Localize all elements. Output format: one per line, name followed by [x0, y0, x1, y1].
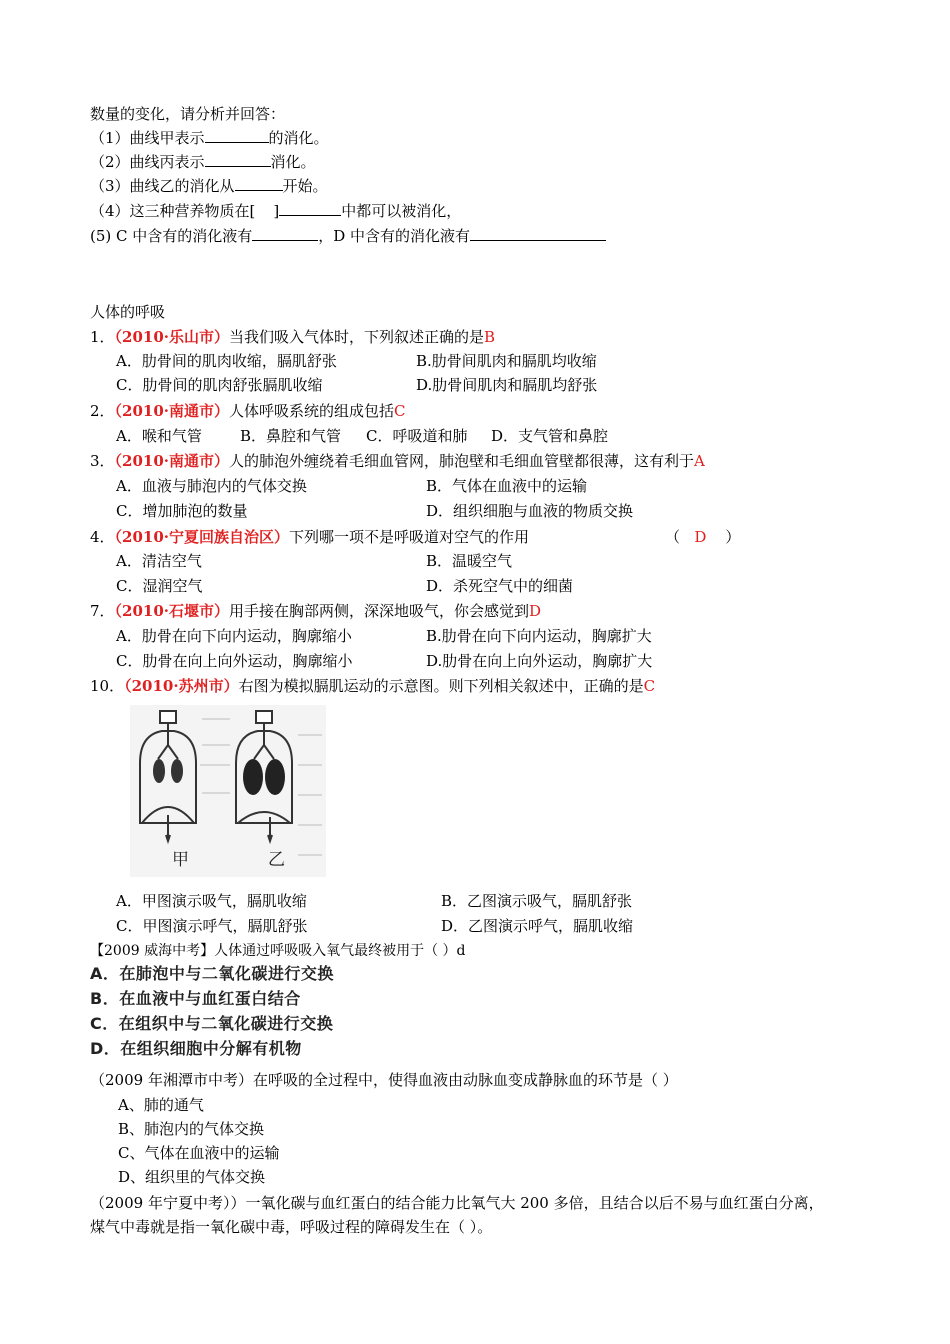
q-answer: D — [694, 528, 707, 546]
blank-6[interactable] — [470, 226, 606, 241]
q-answer: C — [643, 677, 656, 695]
option-b: B．气体在血液中的运输 — [426, 477, 588, 495]
question-3 — [90, 451, 705, 471]
q4-answer-paren: （ D ） — [665, 528, 741, 546]
diaphragm-model-figure — [130, 705, 326, 877]
xiangtan-question: （2009 年湘潭市中考）在呼吸的全过程中，使得血液由动脉血变成静脉血的环节是（ ） — [90, 1071, 678, 1089]
option-c: C．湿润空气 — [116, 577, 203, 595]
weihai-option-c: C．在组织中与二氧化碳进行交换 — [90, 1014, 334, 1033]
q-answer: B — [484, 328, 496, 346]
q3-post: 开始。 — [282, 177, 328, 195]
q-source: （2010·石堰市） — [114, 602, 230, 620]
question-2-fill — [90, 152, 316, 172]
ningxia-line-1: （2009 年宁夏中考））一氧化碳与血红蛋白的结合能力比氧气大 200 多倍，且结合以后不易与血红蛋白分离， — [90, 1194, 824, 1212]
option-c: C．肋骨在向上向外运动，胸廓缩小 — [116, 652, 353, 670]
q-source: （2010·宁夏回族自治区） — [114, 528, 290, 546]
q-stem: 当我们吸入气体时，下列叙述正确的是 — [229, 328, 485, 346]
xiangtan-option-b: B、肺泡内的气体交换 — [118, 1120, 265, 1138]
weihai-option-d: D．在组织细胞中分解有机物 — [90, 1039, 302, 1058]
weihai-question: 【2009 威海中考】人体通过呼吸吸入氧气最终被用于（ ）d — [90, 943, 466, 959]
q-source: （2010·南通市） — [114, 452, 230, 470]
weihai-option-a: A．在肺泡中与二氧化碳进行交换 — [90, 964, 334, 983]
option-b: B．乙图演示吸气，膈肌舒张 — [441, 892, 633, 910]
q-stem: 下列哪一项不是呼吸道对空气的作用 — [289, 528, 530, 546]
question-1-fill — [90, 128, 329, 148]
blank-4[interactable] — [279, 201, 341, 216]
option-a: A．肋骨在向下向内运动，胸廓缩小 — [116, 627, 352, 645]
option-c: C．甲图演示呼气，膈肌舒张 — [116, 917, 308, 935]
weihai-option-b: B．在血液中与血红蛋白结合 — [90, 989, 301, 1008]
intro-text: 数量的变化，请分析并回答： — [90, 105, 286, 123]
option-c: C．增加肺泡的数量 — [116, 502, 248, 520]
section-title: 人体的呼吸 — [90, 303, 166, 321]
option-b: B．温暖空气 — [426, 552, 513, 570]
option-b: B.肋骨间肌肉和膈肌均收缩 — [416, 352, 597, 370]
q-stem: 人的肺泡外缠绕着毛细血管网，肺泡壁和毛细血管壁都很薄，这有利于 — [229, 452, 695, 470]
option-d: D．支气管和鼻腔 — [491, 427, 609, 445]
q-source: （2010·乐山市） — [114, 328, 230, 346]
q5-pre: (5) C 中含有的消化液有 — [90, 227, 253, 245]
figure-label-right: 乙 — [268, 850, 285, 870]
blank-2[interactable] — [205, 152, 271, 167]
q4-pre: （4）这三种营养物质在[ — [90, 202, 256, 220]
blank-5[interactable] — [252, 226, 318, 241]
q2-post: 消化。 — [270, 153, 316, 171]
q-stem: 右图为模拟膈肌运动的示意图。则下列相关叙述中，正确的是 — [238, 677, 644, 695]
option-b: B.肋骨在向下向内运动，胸廓扩大 — [426, 627, 652, 645]
q-answer: D — [529, 602, 542, 620]
option-c: C．呼吸道和肺 — [366, 427, 468, 445]
ningxia-line-2: 煤气中毒就是指一氧化碳中毒，呼吸过程的障碍发生在（ ）。 — [90, 1218, 493, 1236]
q2-pre: （2）曲线丙表示 — [90, 153, 205, 171]
q-number: 7． — [90, 602, 115, 620]
q4-post: 中都可以被消化， — [341, 202, 462, 220]
option-c: C．肋骨间的肌肉舒张膈肌收缩 — [116, 376, 323, 394]
option-d: D.肋骨间肌肉和膈肌均舒张 — [416, 376, 598, 394]
q1-post: 的消化。 — [268, 129, 329, 147]
q-number: 3． — [90, 452, 115, 470]
question-4 — [90, 527, 529, 547]
q1-pre: （1）曲线甲表示 — [90, 129, 205, 147]
q5-mid: ，D 中含有的消化液有 — [318, 227, 471, 245]
xiangtan-option-d: D、组织里的气体交换 — [118, 1168, 266, 1186]
option-b: B．鼻腔和气管 — [240, 427, 342, 445]
q-answer: C — [394, 402, 406, 420]
question-7 — [90, 601, 541, 621]
option-a: A．喉和气管 — [116, 427, 202, 445]
q3-pre: （3）曲线乙的消化从 — [90, 177, 235, 195]
q-number: 1． — [90, 328, 115, 346]
question-3-fill — [90, 176, 328, 196]
q-number: 4． — [90, 528, 115, 546]
question-5-fill — [90, 226, 606, 246]
xiangtan-option-c: C、气体在血液中的运输 — [118, 1144, 280, 1162]
q-number: 10． — [90, 677, 125, 695]
bell-jar-diagram — [130, 705, 326, 877]
q-stem: 人体呼吸系统的组成包括 — [229, 402, 395, 420]
q-answer: A — [694, 452, 705, 470]
q-source: （2010·苏州市） — [124, 677, 239, 695]
q-stem: 用手接在胸部两侧，深深地吸气，你会感觉到 — [229, 602, 530, 620]
question-4-fill — [90, 201, 461, 221]
option-a: A．甲图演示吸气，膈肌收缩 — [116, 892, 307, 910]
blank-3[interactable] — [235, 176, 283, 191]
xiangtan-option-a: A、肺的通气 — [118, 1096, 204, 1114]
option-d: D．组织细胞与血液的物质交换 — [426, 502, 634, 520]
option-a: A．清洁空气 — [116, 552, 202, 570]
option-d: D.肋骨在向上向外运动，胸廓扩大 — [426, 652, 653, 670]
option-a: A．血液与肺泡内的气体交换 — [116, 477, 307, 495]
q4-mid: ] — [273, 202, 280, 220]
question-2 — [90, 401, 406, 421]
blank-1[interactable] — [205, 128, 269, 143]
figure-label-left: 甲 — [172, 850, 189, 870]
option-d: D．乙图演示呼气，膈肌收缩 — [441, 917, 634, 935]
question-10 — [90, 676, 655, 696]
q-source: （2010·南通市） — [114, 402, 230, 420]
option-a: A．肋骨间的肌肉收缩，膈肌舒张 — [116, 352, 337, 370]
option-d: D．杀死空气中的细菌 — [426, 577, 574, 595]
q-number: 2． — [90, 402, 115, 420]
question-1 — [90, 327, 495, 347]
